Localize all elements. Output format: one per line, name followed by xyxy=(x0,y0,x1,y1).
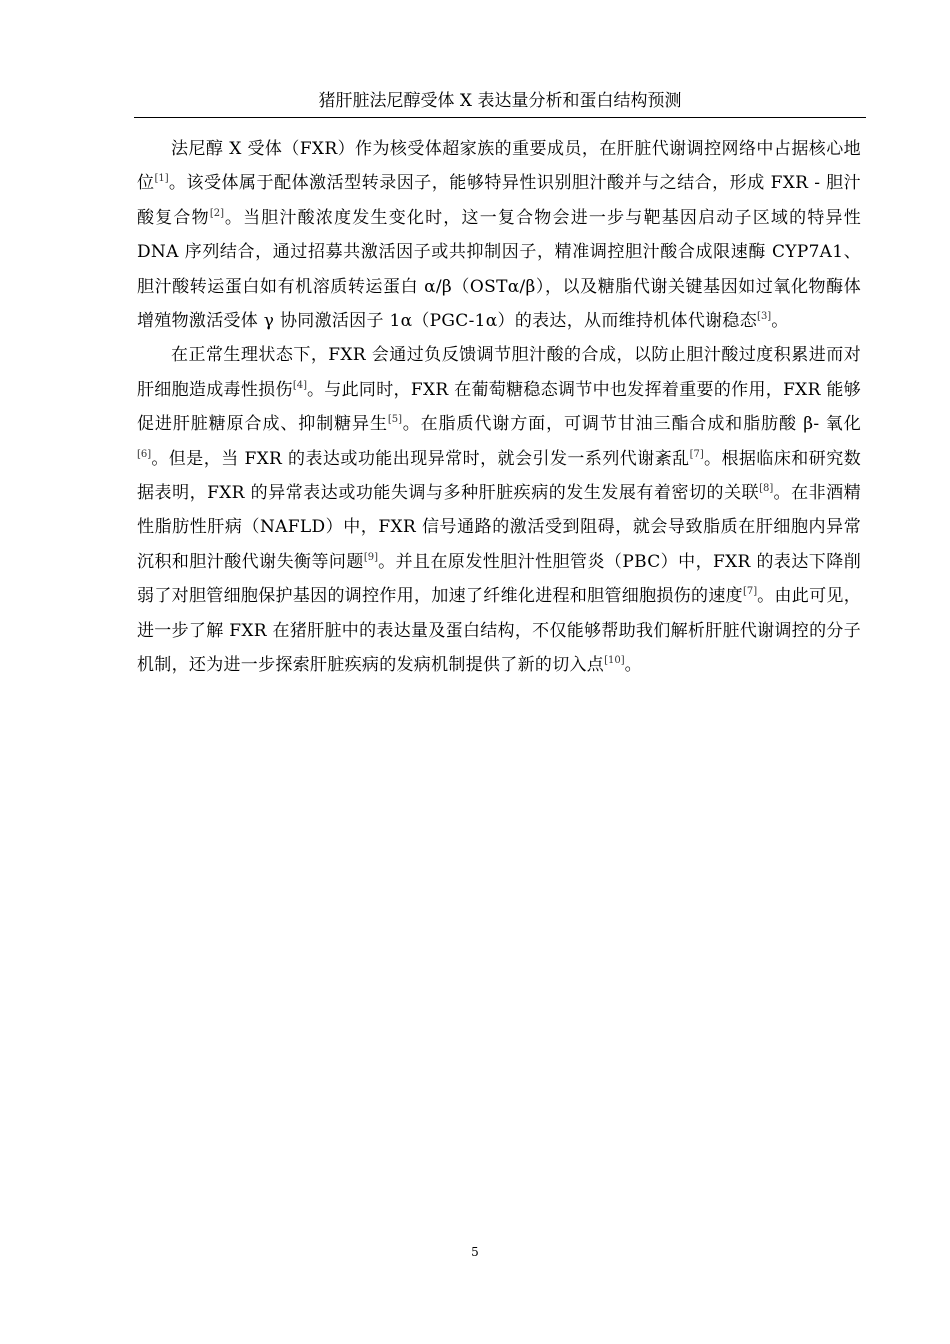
citation-marker: [8] xyxy=(759,483,774,495)
text-segment: 。但是，当 FXR 的表达或功能出现异常时，就会引发一系列代谢紊乱 xyxy=(151,448,690,469)
text-segment: 。根据临床和研究数据表明，FXR 的异常表达或功能失调与多种肝脏疾病的发生发展有着密切的关联 xyxy=(137,448,862,504)
citation-marker: [6] xyxy=(137,448,152,460)
citation-marker: [5] xyxy=(387,414,403,426)
text-segment: 。并且在原发性胆汁性胆管炎（PBC）中，FXR 的表达下降削弱了对胆管细胞保护基因的调控作用，加速了纤维化进程和胆管细胞损伤的速度 xyxy=(137,551,861,607)
text-segment: 法尼醇 X 受体（FXR）作为核受体超家族的重要成员，在肝脏代谢调控网络中占据核心地位 xyxy=(137,139,861,194)
text-segment: 。 xyxy=(771,311,789,332)
citation-marker: [2] xyxy=(209,207,224,219)
text-segment: 。在脂质代谢方面，可调节甘油三酯合成和脂肪酸 β- 氧化 xyxy=(402,414,862,435)
text-segment: 。由此可见，进一步了解 FXR 在猪肝脏中的表达量及蛋白结构，不仅能够帮助我们解析肝脏代谢调控的分子机制，还为进一步探索肝脏疾病的发病机制提供了新的切入点 xyxy=(137,586,862,676)
header-rule xyxy=(134,117,866,118)
citation-marker: [7] xyxy=(689,448,704,460)
citation-marker: [7] xyxy=(742,586,758,598)
paragraph-2 xyxy=(137,338,861,682)
running-header: 猪肝脏法尼醇受体 X 表达量分析和蛋白结构预测 xyxy=(318,91,682,111)
text-segment: 。该受体属于配体激活型转录因子，能够特异性识别胆汁酸并与之结合，形成 FXR - 胆汁酸复合物 xyxy=(137,173,861,228)
text-segment: 在正常生理状态下，FXR 会通过负反馈调节胆汁酸的合成，以防止胆汁酸过度积累进而对肝细胞造成毒性损伤 xyxy=(137,345,861,400)
page-number: 5 xyxy=(471,1245,479,1259)
citation-marker: [10] xyxy=(604,655,625,667)
text-segment: 。在非酒精性脂肪性肝病（NAFLD）中，FXR 信号通路的激活受到阻碍，就会导致脂质在肝细胞内异常沉积和胆汁酸代谢失衡等问题 xyxy=(137,483,861,572)
citation-marker: [4] xyxy=(292,379,307,391)
paragraph-1 xyxy=(137,132,861,338)
citation-marker: [3] xyxy=(757,311,772,323)
body-text xyxy=(137,132,861,683)
text-segment: 。与此同时，FXR 在葡萄糖稳态调节中也发挥着重要的作用，FXR 能够促进肝脏糖原合成、抑制糖异生 xyxy=(137,379,862,435)
citation-marker: [1] xyxy=(154,173,169,185)
text-segment: 。当胆汁酸浓度发生变化时，这一复合物会进一步与靶基因启动子区域的特异性 DNA 序列结合，通过招募共激活因子或共抑制因子，精准调控胆汁酸合成限速酶 CYP7A1、胆汁酸转运蛋白如有机溶质转运蛋白 α/β（OSTα/β），以及糖脂代谢关键基因如过氧化物酶体增殖物激活受体 γ 协同激活因子 1α（PGC-1α）的表达，从而维持机体代谢稳态 xyxy=(137,207,862,332)
citation-marker: [9] xyxy=(363,551,378,563)
text-segment: 。 xyxy=(624,655,642,676)
